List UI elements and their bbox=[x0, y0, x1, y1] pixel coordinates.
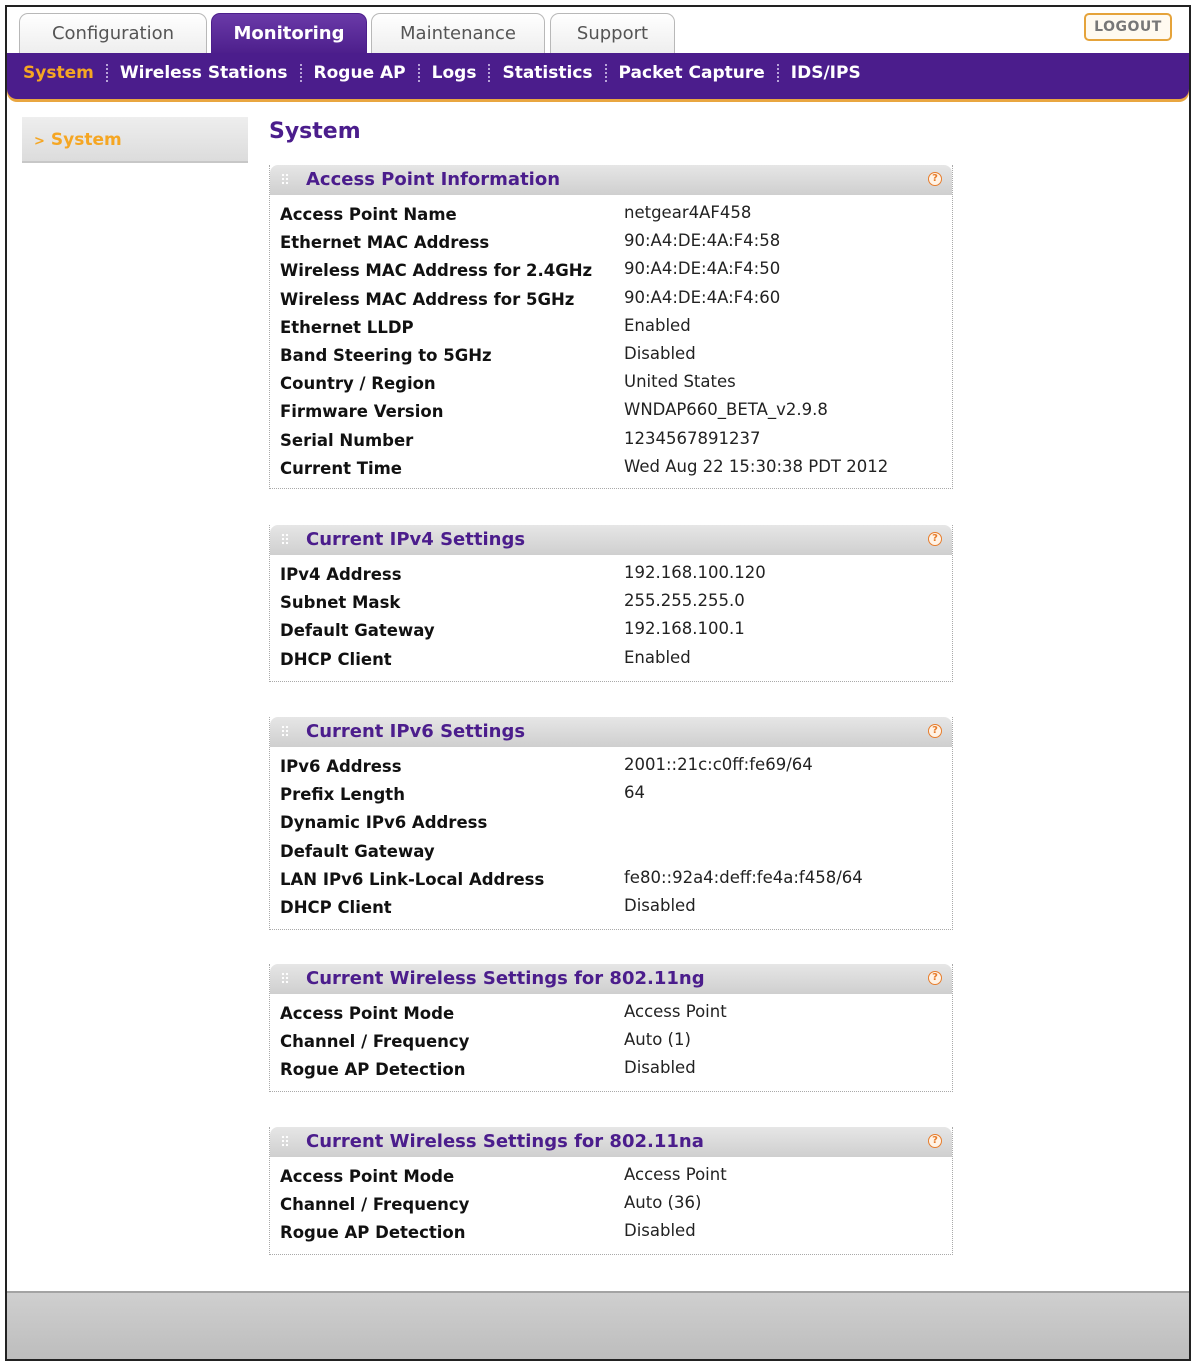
nav-separator bbox=[106, 64, 108, 82]
row-value: Auto (1) bbox=[624, 1030, 691, 1050]
subnav-item-statistics[interactable]: Statistics bbox=[502, 63, 593, 83]
subnav-item-ids-ips[interactable]: IDS/IPS bbox=[790, 63, 861, 83]
panel-current-ipv6-settings bbox=[269, 717, 953, 930]
row-value: fe80::92a4:deff:fe4a:f458/64 bbox=[624, 867, 863, 887]
subnav-item-system[interactable]: System bbox=[23, 63, 94, 83]
info-row bbox=[270, 781, 952, 809]
footer-bar bbox=[7, 1291, 1189, 1359]
panel-title: Current Wireless Settings for 802.11ng bbox=[306, 968, 705, 989]
help-icon[interactable]: ? bbox=[928, 532, 942, 546]
info-row bbox=[270, 838, 952, 866]
row-label: Rogue AP Detection bbox=[280, 1223, 466, 1243]
info-row bbox=[270, 286, 952, 314]
row-value: 192.168.100.120 bbox=[624, 563, 766, 582]
row-label: Rogue AP Detection bbox=[280, 1060, 466, 1080]
app-frame bbox=[5, 5, 1191, 1361]
top-tabbar bbox=[7, 7, 1189, 53]
left-menu-label: System bbox=[50, 130, 122, 150]
panel-header bbox=[270, 165, 952, 195]
info-row bbox=[270, 398, 952, 426]
tab-monitoring[interactable]: Monitoring bbox=[211, 13, 367, 53]
panel-title: Current IPv4 Settings bbox=[306, 529, 526, 550]
subnav-item-packet-capture[interactable]: Packet Capture bbox=[618, 63, 765, 83]
info-row bbox=[270, 201, 952, 229]
row-value: 90:A4:DE:4A:F4:50 bbox=[624, 259, 781, 279]
nav-separator bbox=[418, 64, 420, 82]
row-value: 255.255.255.0 bbox=[624, 591, 745, 611]
info-row bbox=[270, 314, 952, 342]
row-label: Prefix Length bbox=[280, 785, 405, 805]
row-value: Wed Aug 22 15:30:38 PDT 2012 bbox=[624, 456, 889, 476]
row-value: WNDAP660_BETA_v2.9.8 bbox=[624, 400, 828, 420]
row-value: Enabled bbox=[624, 647, 691, 667]
tab-configuration[interactable]: Configuration bbox=[19, 13, 207, 53]
panel-access-point-information bbox=[269, 165, 953, 489]
tab-maintenance[interactable]: Maintenance bbox=[371, 13, 545, 53]
panel-header bbox=[270, 717, 952, 747]
info-row bbox=[270, 1219, 952, 1247]
nav-separator bbox=[777, 64, 779, 82]
row-value: Disabled bbox=[624, 1221, 696, 1241]
nav-separator bbox=[488, 64, 490, 82]
subnav-item-wireless-stations[interactable]: Wireless Stations bbox=[119, 63, 288, 83]
row-label: Country / Region bbox=[280, 374, 436, 394]
nav-separator bbox=[605, 64, 607, 82]
info-row bbox=[270, 427, 952, 455]
panel-title: Current Wireless Settings for 802.11na bbox=[306, 1131, 704, 1152]
logout-button[interactable]: LOGOUT bbox=[1084, 13, 1172, 41]
row-label: Firmware Version bbox=[280, 402, 444, 422]
page-title: System bbox=[269, 119, 361, 144]
row-label: Wireless MAC Address for 2.4GHz bbox=[280, 261, 593, 281]
help-icon[interactable]: ? bbox=[928, 1134, 942, 1148]
row-label: Access Point Mode bbox=[280, 1167, 455, 1186]
row-value: netgear4AF458 bbox=[624, 203, 752, 222]
row-value: Access Point bbox=[624, 1165, 727, 1184]
info-row bbox=[270, 753, 952, 781]
row-value: 2001::21c:c0ff:fe69/64 bbox=[624, 755, 813, 774]
info-row bbox=[270, 229, 952, 257]
info-row bbox=[270, 589, 952, 617]
info-row bbox=[270, 1000, 952, 1028]
row-label: Default Gateway bbox=[280, 621, 435, 641]
left-menu-item-system[interactable] bbox=[22, 117, 248, 163]
row-value: Disabled bbox=[624, 1058, 696, 1078]
row-label: IPv4 Address bbox=[280, 565, 402, 584]
row-value: Disabled bbox=[624, 895, 696, 915]
row-value: Disabled bbox=[624, 343, 696, 363]
row-value: 90:A4:DE:4A:F4:60 bbox=[624, 287, 781, 307]
row-label: Band Steering to 5GHz bbox=[280, 345, 492, 365]
info-row bbox=[270, 561, 952, 589]
row-label: Current Time bbox=[280, 458, 402, 478]
row-label: Channel / Frequency bbox=[280, 1032, 470, 1052]
row-value: Access Point bbox=[624, 1002, 727, 1021]
panel-header bbox=[270, 1127, 952, 1157]
info-row bbox=[270, 257, 952, 285]
grip-icon bbox=[281, 533, 289, 545]
sub-navigation bbox=[7, 53, 1189, 99]
panel-title: Current IPv6 Settings bbox=[306, 721, 526, 742]
panel-header bbox=[270, 525, 952, 555]
info-row bbox=[270, 455, 952, 483]
info-row bbox=[270, 646, 952, 674]
row-label: DHCP Client bbox=[280, 897, 392, 917]
info-row bbox=[270, 894, 952, 922]
info-row bbox=[270, 809, 952, 837]
grip-icon bbox=[281, 972, 289, 984]
panel-title: Access Point Information bbox=[306, 169, 561, 190]
panel-wireless-settings-802-11na bbox=[269, 1127, 953, 1255]
grip-icon bbox=[281, 173, 289, 185]
row-label: IPv6 Address bbox=[280, 757, 402, 776]
row-value: 90:A4:DE:4A:F4:58 bbox=[624, 231, 781, 251]
row-label: Dynamic IPv6 Address bbox=[280, 813, 488, 833]
arrow-right-icon: > bbox=[34, 134, 45, 149]
help-icon[interactable]: ? bbox=[928, 172, 942, 186]
nav-separator bbox=[300, 64, 302, 82]
row-value: 192.168.100.1 bbox=[624, 619, 745, 639]
subnav-item-logs[interactable]: Logs bbox=[431, 63, 477, 83]
info-row bbox=[270, 1191, 952, 1219]
row-value: United States bbox=[624, 372, 736, 392]
panel-header bbox=[270, 964, 952, 994]
row-label: LAN IPv6 Link-Local Address bbox=[280, 869, 545, 889]
row-value: Auto (36) bbox=[624, 1193, 702, 1213]
row-label: Wireless MAC Address for 5GHz bbox=[280, 289, 575, 309]
row-label: Ethernet LLDP bbox=[280, 317, 414, 337]
grip-icon bbox=[281, 725, 289, 737]
panel-wireless-settings-802-11ng bbox=[269, 964, 953, 1092]
row-label: Ethernet MAC Address bbox=[280, 233, 490, 253]
info-row bbox=[270, 617, 952, 645]
info-row bbox=[270, 866, 952, 894]
row-label: Access Point Mode bbox=[280, 1004, 455, 1023]
panel-current-ipv4-settings bbox=[269, 525, 953, 682]
grip-icon bbox=[281, 1135, 289, 1147]
info-row bbox=[270, 1028, 952, 1056]
help-icon[interactable]: ? bbox=[928, 971, 942, 985]
info-row bbox=[270, 1163, 952, 1191]
tab-support[interactable]: Support bbox=[550, 13, 675, 53]
row-value: 1234567891237 bbox=[624, 428, 761, 448]
row-value: Enabled bbox=[624, 315, 691, 335]
row-label: Access Point Name bbox=[280, 205, 457, 224]
info-row bbox=[270, 1056, 952, 1084]
row-value: 64 bbox=[624, 783, 645, 803]
row-label: Serial Number bbox=[280, 430, 414, 450]
row-label: Subnet Mask bbox=[280, 593, 401, 613]
help-icon[interactable]: ? bbox=[928, 724, 942, 738]
info-row bbox=[270, 342, 952, 370]
row-label: Default Gateway bbox=[280, 841, 435, 861]
subnav-item-rogue-ap[interactable]: Rogue AP bbox=[313, 63, 406, 83]
row-label: Channel / Frequency bbox=[280, 1195, 470, 1215]
row-label: DHCP Client bbox=[280, 649, 392, 669]
info-row bbox=[270, 370, 952, 398]
